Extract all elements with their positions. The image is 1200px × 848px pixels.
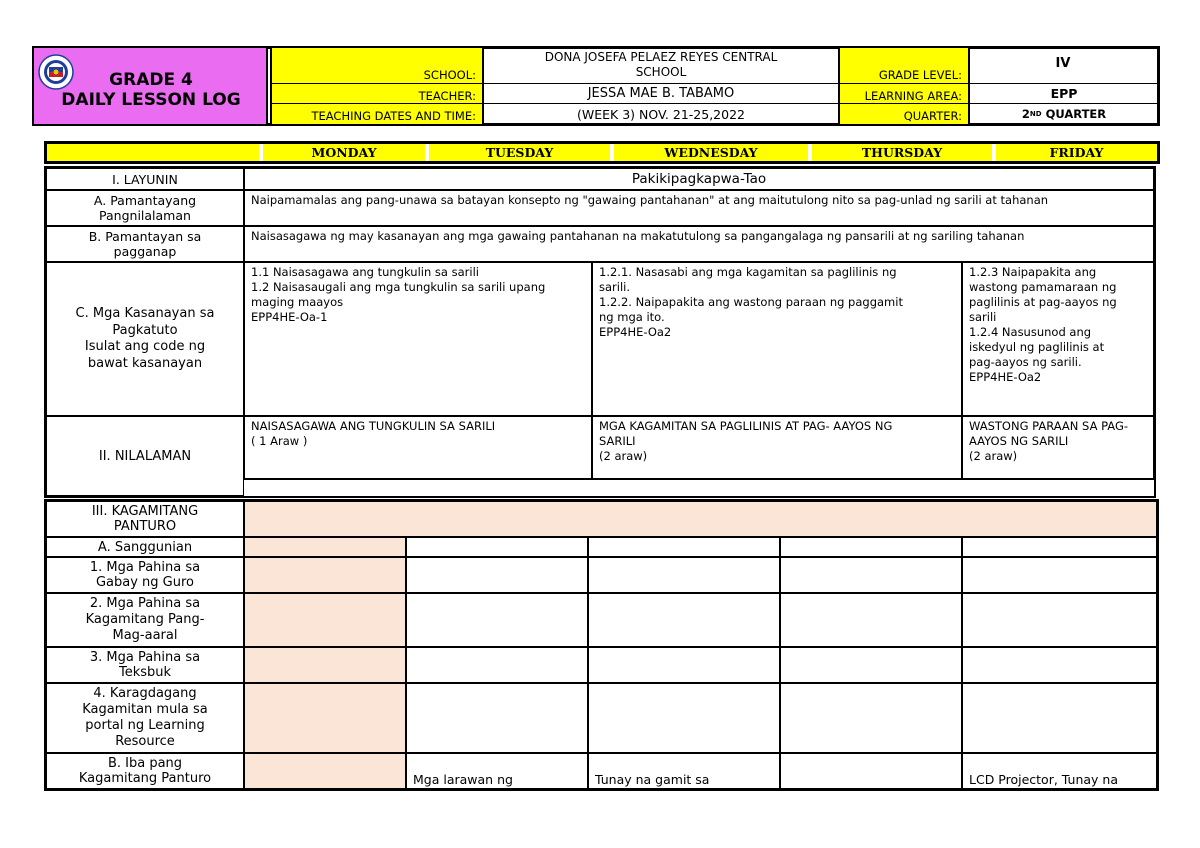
gabay-tue xyxy=(406,557,588,593)
iba-pang-wed xyxy=(588,753,780,789)
title-line-dll: DAILY LESSON LOG xyxy=(61,90,241,110)
day-wednesday: WEDNESDAY xyxy=(614,144,808,161)
kas-thu-line: 1.2.4 Nasusunod ang xyxy=(969,325,1092,339)
psp-label-line1: B. Pamantayan sa xyxy=(88,229,202,244)
teksbuk-wed xyxy=(588,647,780,683)
kas-mon-line: maging maayos xyxy=(251,295,344,309)
pamantayan-sa-pagganap-value xyxy=(244,226,1154,262)
grade-label: GRADE LEVEL: xyxy=(878,68,962,82)
karagdagang-mon xyxy=(244,683,406,753)
sanggunian-thu xyxy=(780,537,962,557)
psp-label-line2: pagganap xyxy=(113,244,177,259)
psp-value-text: Naisasagawa ng may kasanayan ang mga gawaing pantahanan na makatutulong sa pangangalaga ng pansarili at ng sariling tahanan xyxy=(251,229,1025,243)
pamantayang-pangnilalaman-value xyxy=(244,190,1154,226)
gabay-wed xyxy=(588,557,780,593)
area-value: EPP xyxy=(968,84,1158,104)
nil-thu-line: WASTONG PARAAN SA PAG- xyxy=(969,419,1129,433)
school-value xyxy=(482,50,840,80)
gabay-label-line1: 1. Mga Pahina sa xyxy=(89,560,201,575)
gabay-fri xyxy=(962,557,1157,593)
teksbuk-tue xyxy=(406,647,588,683)
kar-label-line3: portal ng Learning xyxy=(85,718,205,733)
kas-tue-line: EPP4HE-Oa2 xyxy=(599,325,672,339)
sanggunian-tue xyxy=(406,537,588,557)
nil-tue-line: (2 araw) xyxy=(599,449,648,463)
karagdagang-thu xyxy=(780,683,962,753)
sanggunian-mon xyxy=(244,537,406,557)
kar-label-line2: Kagamitan mula sa xyxy=(82,702,208,717)
teks-label-line1: 3. Mga Pahina sa xyxy=(89,650,201,665)
day-header-blank xyxy=(47,144,259,161)
kas-label-line2: Pagkatuto xyxy=(112,322,178,338)
layunin-label-text: I. LAYUNIN xyxy=(112,171,178,187)
kagamitang-pang-fri xyxy=(962,593,1157,647)
kasanayan-col-mon xyxy=(244,262,592,416)
day-friday: FRIDAY xyxy=(996,144,1157,161)
day-thursday: THURSDAY xyxy=(812,144,992,161)
title-line-grade: GRADE 4 xyxy=(109,70,193,90)
school-value-line2: SCHOOL xyxy=(635,65,687,79)
kagamitang-pang-mon xyxy=(244,593,406,647)
iba-label-line1: B. Iba pang xyxy=(107,756,183,771)
iba-pang-label xyxy=(46,753,244,789)
layunin-value xyxy=(244,168,1154,190)
day-tuesday: TUESDAY xyxy=(429,144,610,161)
iba-pang-tue-text: Mga larawan ng xyxy=(413,772,513,787)
nil-thu-line: AAYOS NG SARILI xyxy=(969,434,1069,448)
kas-label-line3: Isulat ang code ng xyxy=(84,339,206,354)
quarter-label: QUARTER: xyxy=(903,109,962,123)
pamantayan-sa-pagganap-label xyxy=(46,226,244,262)
pp-value-text: Naipamamalas ang pang-unawa sa batayan konsepto ng "gawaing pantahanan" at ang maitutulong nito sa pag-unlad ng sarili at tahanan xyxy=(251,193,1049,207)
teacher-value: JESSA MAE B. TABAMO xyxy=(482,84,840,104)
kas-mon-line: 1.2 Naisasaugali ang mga tungkulin sa sarili upang xyxy=(251,280,546,294)
kas-thu-line: sarili xyxy=(969,310,997,324)
teksbuk-thu xyxy=(780,647,962,683)
iba-pang-mon xyxy=(244,753,406,789)
sang-label-text: A. Sanggunian xyxy=(97,539,193,555)
kag-label-line2: PANTURO xyxy=(113,519,177,534)
sanggunian-fri xyxy=(962,537,1157,557)
day-monday: MONDAY xyxy=(263,144,425,161)
nil-mon-line: ( 1 Araw ) xyxy=(251,434,308,448)
layunin-label xyxy=(46,168,244,190)
iba-pang-tue xyxy=(406,753,588,789)
nilalaman-label xyxy=(46,416,244,496)
area-label: LEARNING AREA: xyxy=(864,89,962,103)
kagamitang-pang-tue xyxy=(406,593,588,647)
kas-thu-line: paglilinis at pag-aayos ng xyxy=(969,295,1117,309)
karagdagang-wed xyxy=(588,683,780,753)
kas-tue-line: 1.2.2. Naipapakita ang wastong paraan ng paggamit xyxy=(599,295,903,309)
kas-tue-line: sarili. xyxy=(599,280,631,294)
kas-label-line4: bawat kasanayan xyxy=(87,355,203,371)
pp-label-line1: A. Pamantayang xyxy=(93,193,197,208)
nilalaman-col-tue-wed xyxy=(592,416,962,480)
kagamitang-pang-thu xyxy=(780,593,962,647)
kp-label-line1: 2. Mga Pahina sa xyxy=(89,596,201,611)
sanggunian-label xyxy=(46,537,244,557)
quarter-rest: QUARTER xyxy=(1041,107,1107,121)
kas-tue-line: 1.2.1. Nasasabi ang mga kagamitan sa paglilinis ng xyxy=(599,265,897,279)
teksbuk-fri xyxy=(962,647,1157,683)
gabay-thu xyxy=(780,557,962,593)
kagamitang-pang-wed xyxy=(588,593,780,647)
quarter-num: 2 xyxy=(1021,107,1030,121)
pamantayang-pangnilalaman-label xyxy=(46,190,244,226)
teacher-label: TEACHER: xyxy=(418,89,476,103)
gabay-label xyxy=(46,557,244,593)
school-value-line1: DONA JOSEFA PELAEZ REYES CENTRAL xyxy=(544,50,778,64)
kp-label-line2: Kagamitang Pang- xyxy=(85,612,205,627)
kas-thu-line: iskedyul ng paglilinis at xyxy=(969,340,1105,354)
kas-thu-line: pag-aayos ng sarili. xyxy=(969,355,1082,369)
kar-label-line4: Resource xyxy=(115,734,175,749)
sanggunian-wed xyxy=(588,537,780,557)
pp-label-line2: Pangnilalaman xyxy=(99,208,191,223)
teks-label-line2: Teksbuk xyxy=(118,665,172,680)
layunin-value-text: Pakikipagkapwa-Tao xyxy=(631,170,767,187)
iba-label-line2: Kagamitang Panturo xyxy=(78,771,212,786)
kas-mon-line: 1.1 Naisasagawa ang tungkulin sa sarili xyxy=(251,265,479,279)
quarter-value xyxy=(968,104,1158,124)
page-title xyxy=(34,70,268,110)
gabay-mon xyxy=(244,557,406,593)
dates-label: TEACHING DATES AND TIME: xyxy=(311,109,476,123)
kasanayan-col-tue-wed xyxy=(592,262,962,416)
nilalaman-col-thu-fri xyxy=(962,416,1154,480)
iba-pang-thu xyxy=(780,753,962,789)
nil-mon-line: NAISASAGAWA ANG TUNGKULIN SA SARILI xyxy=(251,419,496,433)
iba-pang-wed-text: Tunay na gamit sa xyxy=(595,772,710,787)
teksbuk-mon xyxy=(244,647,406,683)
iba-pang-fri-text: LCD Projector, Tunay na xyxy=(969,772,1118,787)
kasanayan-label xyxy=(46,262,244,416)
teksbuk-label xyxy=(46,647,244,683)
kas-mon-line: EPP4HE-Oa-1 xyxy=(251,310,328,324)
kasanayan-col-thu-fri xyxy=(962,262,1154,416)
kagamitan-label xyxy=(46,501,244,537)
nil-thu-line: (2 araw) xyxy=(969,449,1018,463)
gabay-label-line2: Gabay ng Guro xyxy=(95,575,195,590)
nilalaman-col-mon xyxy=(244,416,592,480)
karagdagang-fri xyxy=(962,683,1157,753)
kas-thu-line: wastong pamamaraan ng xyxy=(969,280,1117,294)
nilalaman-label-text: II. NILALAMAN xyxy=(98,448,192,464)
kas-tue-line: ng mga ito. xyxy=(599,310,665,324)
school-label: SCHOOL: xyxy=(423,68,476,82)
kas-thu-line: EPP4HE-Oa2 xyxy=(969,370,1042,384)
kag-label-line1: III. KAGAMITANG xyxy=(91,504,199,519)
kas-label-line1: C. Mga Kasanayan sa xyxy=(75,306,215,321)
dates-value: (WEEK 3) NOV. 21-25,2022 xyxy=(482,104,840,124)
grade-value: IV xyxy=(1055,56,1071,71)
kas-thu-line: 1.2.3 Naipapakita ang xyxy=(969,265,1097,279)
kar-label-line1: 4. Karagdagang xyxy=(93,686,197,701)
kagamitang-pang-label xyxy=(46,593,244,647)
karagdagang-label xyxy=(46,683,244,753)
iba-pang-fri xyxy=(962,753,1157,789)
kp-label-line3: Mag-aaral xyxy=(112,628,178,643)
nil-tue-line: SARILI xyxy=(599,434,636,448)
kagamitan-value xyxy=(244,501,1157,537)
karagdagang-tue xyxy=(406,683,588,753)
nil-tue-line: MGA KAGAMITAN SA PAGLILINIS AT PAG- AAYOS NG xyxy=(599,419,893,433)
quarter-sup: ND xyxy=(1029,110,1042,118)
